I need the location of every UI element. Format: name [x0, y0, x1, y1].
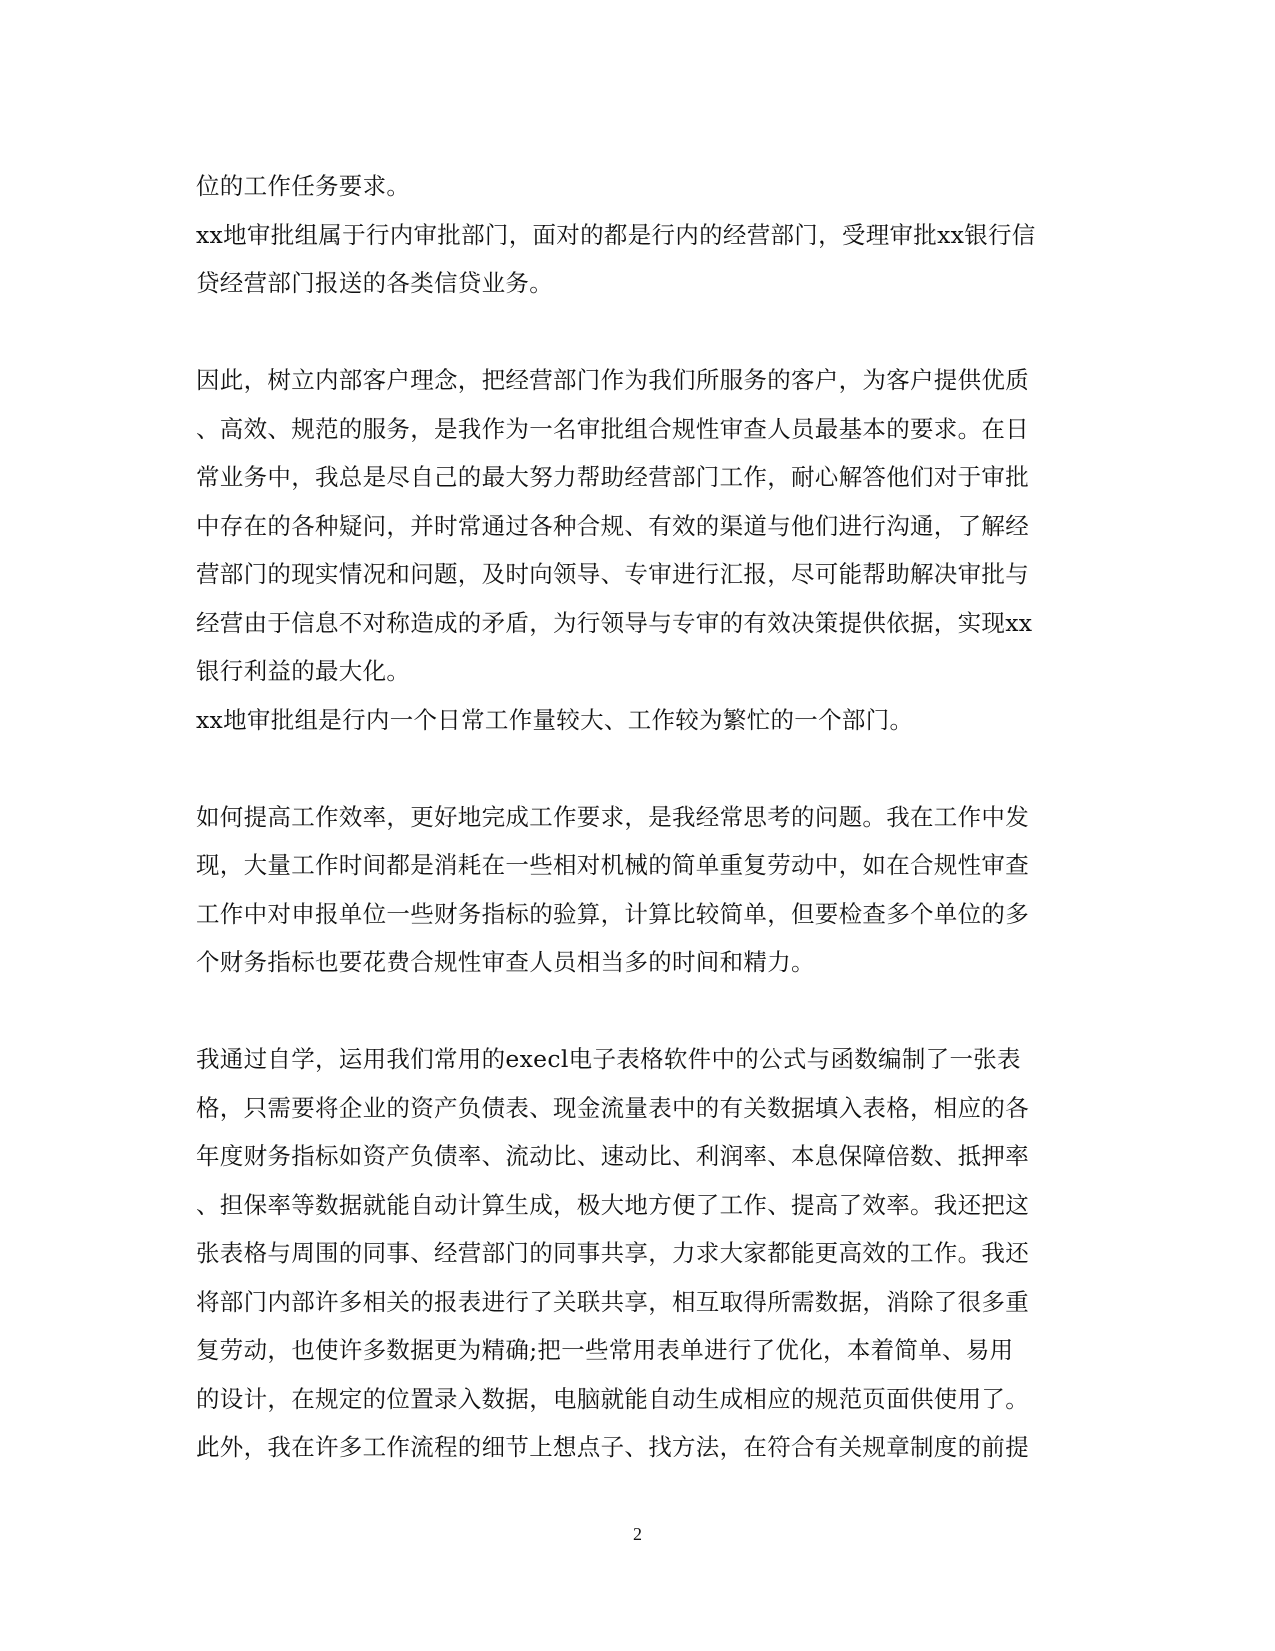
text-line: 、担保率等数据就能自动计算生成，极大地方便了工作、提高了效率。我还把这 — [196, 1190, 1029, 1219]
text-line: 工作中对申报单位一些财务指标的验算，计算比较简单，但要检查多个单位的多 — [196, 899, 1029, 928]
text-line: xx地审批组属于行内审批部门，面对的都是行内的经营部门，受理审批xx银行信 — [196, 220, 1036, 249]
text-line: 个财务指标也要花费合规性审查人员相当多的时间和精力。 — [196, 948, 815, 976]
text-line: 将部门内部许多相关的报表进行了关联共享，相互取得所需数据，消除了很多重 — [196, 1287, 1029, 1316]
text-line: 年度财务指标如资产负债率、流动比、速动比、利润率、本息保障倍数、抵押率 — [196, 1142, 1029, 1170]
text-line: 因此，树立内部客户理念，把经营部门作为我们所服务的客户，为客户提供优质 — [196, 366, 1029, 394]
text-line: 现，大量工作时间都是消耗在一些相对机械的简单重复劳动中，如在合规性审查 — [196, 851, 1029, 879]
paragraph-spacer — [196, 744, 1076, 793]
text-line: xx地审批组是行内一个日常工作量较大、工作较为繁忙的一个部门。 — [196, 705, 914, 734]
text-line: 我通过自学，运用我们常用的execl电子表格软件中的公式与函数编制了一张表 — [196, 1045, 1021, 1073]
text-line: 营部门的现实情况和问题，及时向领导、专审进行汇报，尽可能帮助解决审批与 — [196, 560, 1029, 588]
text-line: 、高效、规范的服务，是我作为一名审批组合规性审查人员最基本的要求。在日 — [196, 414, 1029, 443]
text-line: 张表格与周围的同事、经营部门的同事共享，力求大家都能更高效的工作。我还 — [196, 1239, 1029, 1267]
text-line: 的设计，在规定的位置录入数据，电脑就能自动生成相应的规范页面供使用了。 — [196, 1384, 1029, 1413]
text-line: 位的工作任务要求。 — [196, 172, 411, 200]
paragraph — [196, 162, 1076, 211]
text-line: 如何提高工作效率，更好地完成工作要求，是我经常思考的问题。我在工作中发 — [196, 802, 1029, 831]
paragraph — [196, 211, 1076, 308]
text-line: 复劳动，也使许多数据更为精确;把一些常用表单进行了优化，本着简单、易用 — [196, 1336, 1014, 1364]
text-line: 格，只需要将企业的资产负债表、现金流量表中的有关数据填入表格，相应的各 — [196, 1093, 1029, 1122]
text-line: 中存在的各种疑问，并时常通过各种合规、有效的渠道与他们进行沟通，了解经 — [196, 511, 1029, 540]
paragraph — [196, 793, 1076, 987]
text-line: 此外，我在许多工作流程的细节上想点子、找方法，在符合有关规章制度的前提 — [196, 1433, 1029, 1461]
paragraph — [196, 356, 1076, 696]
text-line: 经营由于信息不对称造成的矛盾，为行领导与专审的有效决策提供依据，实现xx — [196, 608, 1033, 637]
text-line: 贷经营部门报送的各类信贷业务。 — [196, 269, 553, 297]
document-body — [196, 162, 1076, 1472]
page-number: 2 — [633, 1524, 642, 1544]
paragraph-spacer — [196, 308, 1076, 357]
paragraph-spacer — [196, 987, 1076, 1036]
text-line: 常业务中，我总是尽自己的最大努力帮助经营部门工作，耐心解答他们对于审批 — [196, 463, 1029, 491]
paragraph — [196, 1035, 1076, 1472]
text-line: 银行利益的最大化。 — [196, 657, 411, 685]
paragraph — [196, 696, 1076, 745]
